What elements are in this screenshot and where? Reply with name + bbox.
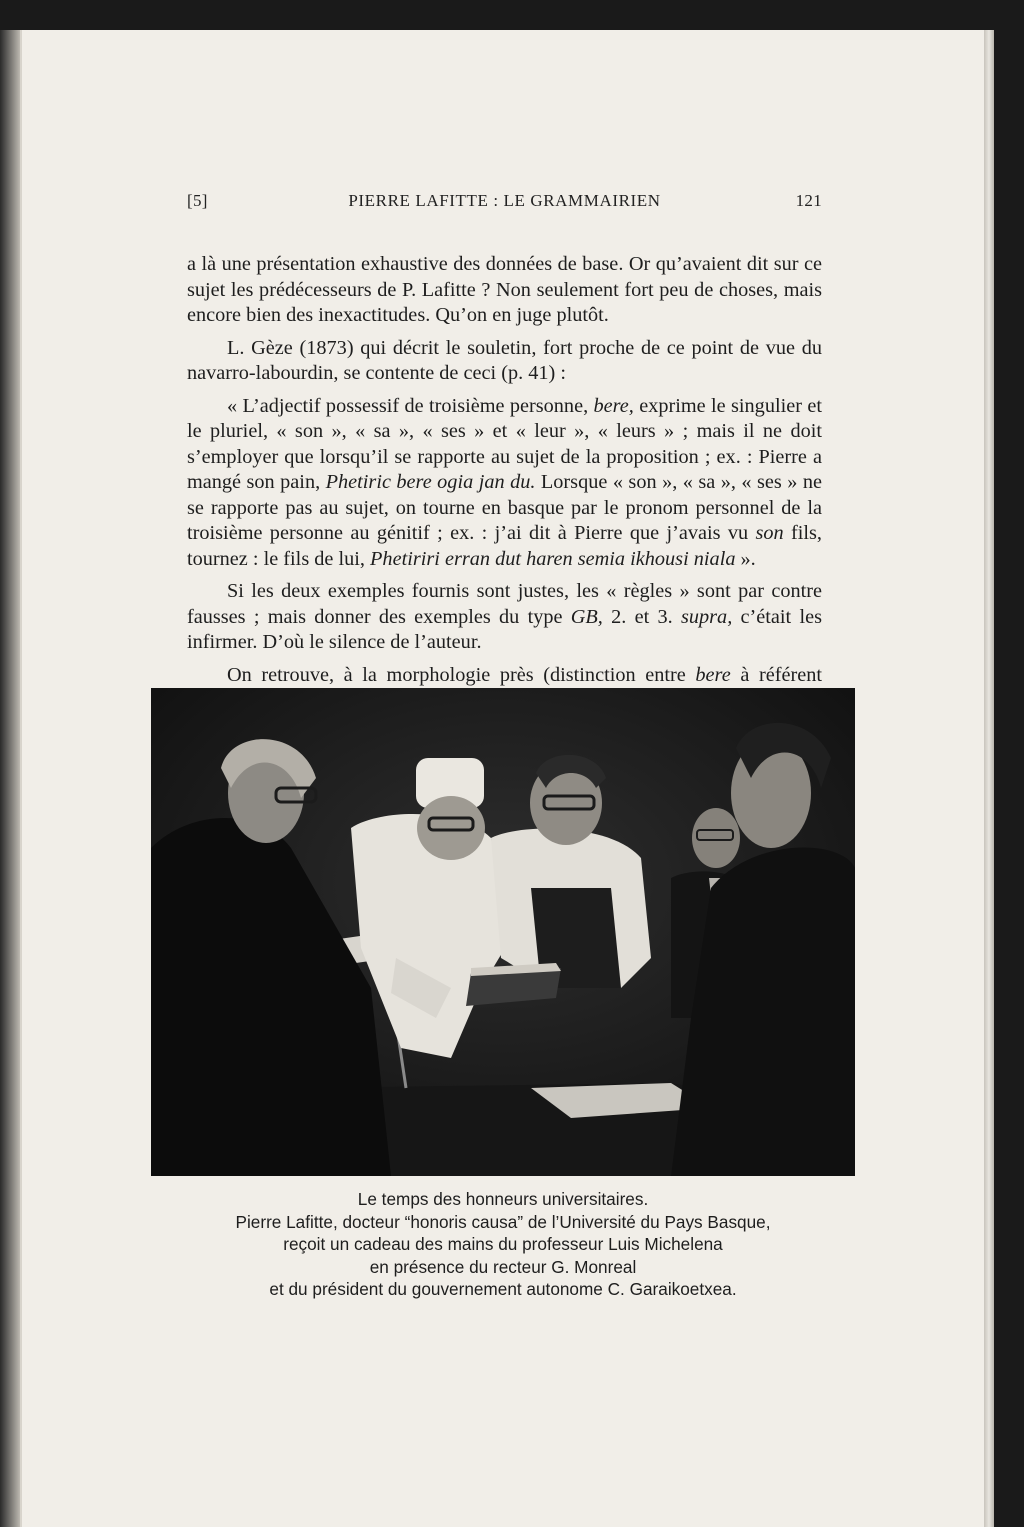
latin-term: supra,	[680, 605, 733, 628]
caption-line: et du président du gouvernement autonome C. Garaikoetxea.	[269, 1279, 737, 1299]
ceremony-photograph	[151, 688, 855, 1176]
text-run: On retrouve, à la morphologie près (distinction entre	[227, 663, 696, 686]
text-run: exprime le singulier et le pluriel, « son », « sa », « ses » et « leur », « leurs » ; mais il ne doit s’employer que lorsqu’il se rapporte au sujet de la proposition ; ex. : Pierre a mangé son pain,	[187, 394, 822, 493]
caption-line: Pierre Lafitte, docteur “honoris causa” de l’Université du Pays Basque,	[235, 1211, 771, 1232]
text-run: à référent	[740, 663, 822, 686]
caption-line: Le temps des honneurs universitaires.	[357, 1189, 649, 1209]
book-gutter	[0, 30, 20, 1527]
paragraph-3-quotation	[187, 394, 822, 573]
caption-line: reçoit un cadeau des mains du professeur Luis Michelena	[283, 1234, 723, 1254]
running-title: PIERRE LAFITTE : LE GRAMMAIRIEN	[348, 191, 661, 210]
basque-term: bere	[695, 663, 731, 686]
basque-example: Phetiric bere ogia jan du.	[325, 471, 536, 493]
text-run: 2. et 3.	[602, 605, 681, 628]
text-run: fils, tournez : le fils de lui,	[187, 522, 822, 570]
text-run: ».	[735, 547, 756, 570]
paragraph-4	[187, 579, 822, 656]
caption-line: en présence du recteur G. Monreal	[369, 1256, 637, 1277]
text-run: c’était les infirmer. D’où le silence de l’auteur.	[187, 605, 822, 653]
running-header	[187, 191, 822, 217]
text-run: « L’adjectif possessif de troisième personne,	[227, 394, 594, 417]
paragraph-2: L. Gèze (1873) qui décrit le souletin, fort proche de ce point de vue du navarro-labourdin, se contente de ceci (p. 41) :	[187, 336, 822, 384]
emphasis: son	[755, 522, 784, 544]
text-run: Si les deux exemples fournis sont justes, les « règles » sont par contre fausses ; mais donner des exemples du type	[187, 580, 822, 628]
basque-example: Phetiriri erran dut haren semia ikhousi niala	[370, 547, 736, 570]
basque-term: bere,	[593, 394, 634, 417]
main-text	[187, 252, 822, 721]
reference: GB,	[570, 605, 603, 628]
photo-caption	[151, 1188, 855, 1301]
section-number: [5]	[187, 191, 208, 210]
page-edge	[984, 30, 994, 1527]
page-number: 121	[795, 191, 822, 210]
text-run: Lorsque « son », « sa », « ses » ne se rapporte pas au sujet, on tourne en basque par le pronom personnel de la troisième personne au génitif ; ex. : j’ai dit à Pierre que j’avais vu	[187, 471, 822, 544]
paragraph-1: a là une présentation exhaustive des données de base. Or qu’avaient dit sur ce sujet les prédécesseurs de P. Lafitte ? Non seulement fort peu de choses, mais encore bien des inexactitudes. Qu’on en juge plutôt.	[187, 253, 822, 326]
